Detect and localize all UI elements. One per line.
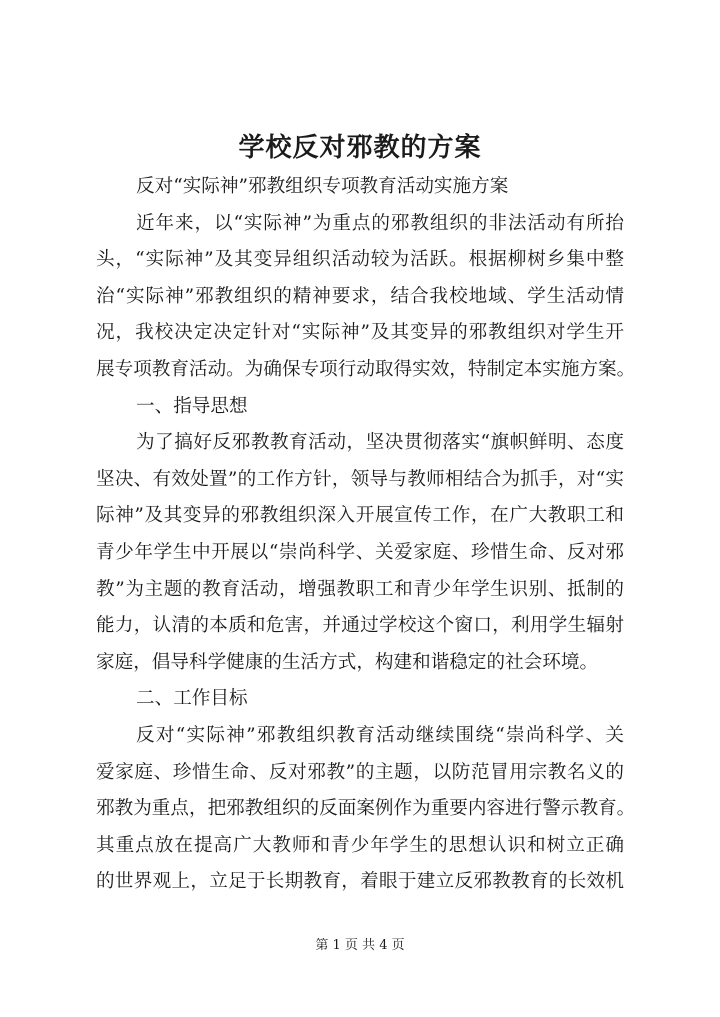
page-footer: 第 1 页 共 4 页 — [315, 938, 405, 953]
paragraph-line: 反对“实际神”邪教组织教育活动继续围绕“崇尚科学、关 — [136, 724, 624, 746]
paragraph-line: 况，我校决定决定针对“实际神”及其变异的邪教组织对学生开 — [96, 322, 624, 344]
document-subtitle: 反对“实际神”邪教组织专项教育活动实施方案 — [136, 176, 509, 197]
paragraph-line: 的世界观上，立足于长期教育，着眼于建立反邪教教育的长效机 — [96, 871, 624, 893]
paragraph-line: 青少年学生中开展以“崇尚科学、关爱家庭、珍惜生命、反对邪 — [96, 541, 624, 563]
section-heading: 二、工作目标 — [136, 688, 248, 710]
paragraph-line: 家庭，倡导科学健康的生活方式，构建和谐稳定的社会环境。 — [96, 651, 599, 673]
paragraph-line: 展专项教育活动。为确保专项行动取得实效，特制定本实施方案。 — [96, 358, 636, 380]
document-body — [96, 169, 636, 901]
paragraph-line: 近年来，以“实际神”为重点的邪教组织的非法活动有所抬 — [136, 212, 624, 234]
paragraph-line: 能力，认清的本质和危害，并通过学校这个窗口，利用学生辐射 — [96, 615, 624, 637]
paragraph-line: 其重点放在提高广大教师和青少年学生的思想认识和树立正确 — [96, 834, 624, 856]
paragraph-line: 头，“实际神”及其变异组织活动较为活跃。根据柳树乡集中整 — [96, 249, 624, 271]
paragraph-line: 治“实际神”邪教组织的精神要求，结合我校地域、学生活动情 — [96, 285, 624, 307]
paragraph-line: 教”为主题的教育活动，增强教职工和青少年学生识别、抵制的 — [96, 578, 624, 600]
paragraph-line: 爱家庭、珍惜生命、反对邪教”的主题，以防范冒用宗教名义的 — [96, 761, 624, 783]
paragraph-line: 坚决、有效处置”的工作方针，领导与教师相结合为抓手，对“实 — [96, 468, 624, 490]
paragraph-line: 际神”及其变异的邪教组织深入开展宣传工作，在广大教职工和 — [96, 505, 624, 527]
document-title: 学校反对邪教的方案 — [238, 133, 482, 163]
paragraph-line: 为了搞好反邪教教育活动，坚决贯彻落实“旗帜鲜明、态度 — [136, 432, 624, 454]
paragraph-line: 邪教为重点，把邪教组织的反面案例作为重要内容进行警示教育。 — [96, 798, 636, 820]
section-heading: 一、指导思想 — [136, 395, 248, 417]
